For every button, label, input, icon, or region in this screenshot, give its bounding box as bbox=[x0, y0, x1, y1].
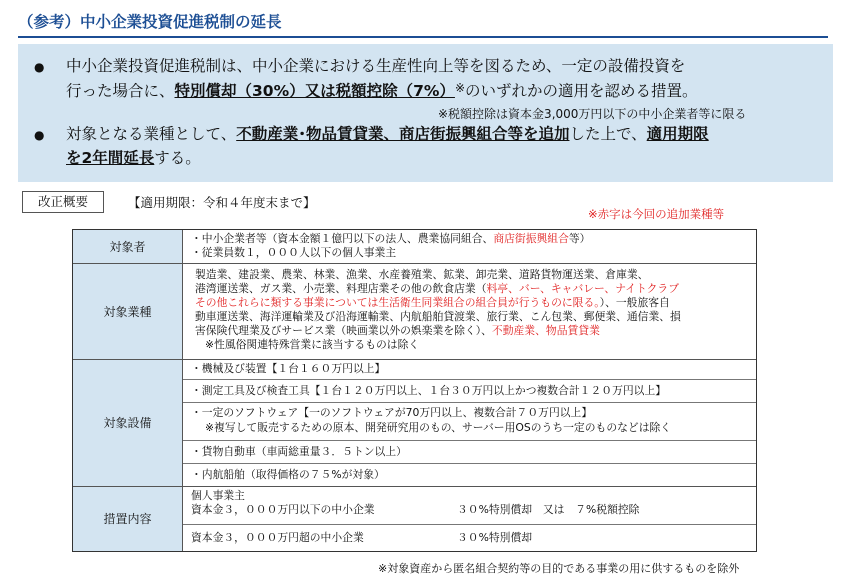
sub-row-divider bbox=[183, 440, 756, 441]
equipment-item-machinery: ・機械及び装置【１台１６０万円以上】 bbox=[191, 362, 386, 375]
industries-line-4: 動車運送業、海洋運輸業及び沿海運輸業、内航船舶貸渡業、旅行業、こん包業、郵便業、通信業、損 bbox=[195, 310, 681, 323]
industries-line-5 bbox=[195, 324, 600, 338]
bullet1-text: 行った場合に、 bbox=[66, 82, 175, 100]
red-text-note: ※赤字は今回の追加業種等 bbox=[588, 207, 725, 221]
summary-bullet1-line2 bbox=[66, 78, 698, 101]
application-period: 【適用期限：令和４年度末まで】 bbox=[128, 195, 316, 210]
row-divider bbox=[73, 486, 756, 487]
sub-row-divider bbox=[183, 402, 756, 403]
industries-line-3 bbox=[195, 296, 670, 310]
row-header-industries: 対象業種 bbox=[73, 263, 183, 359]
equipment-item-ship: ・内航船舶（取得価格の７５%が対象） bbox=[191, 468, 385, 481]
bullet2-emphasis-3: を2年間延長 bbox=[66, 149, 155, 167]
equipment-software-note: ※複写して販売するための原本、開発研究用のもの、サーバー用OSのうち一定のものなどは除く bbox=[205, 421, 672, 434]
bullet2-emphasis: 不動産業･物品賃貸業、商店街振興組合等を追加 bbox=[236, 125, 570, 143]
target-line-2: ・従業員数１，０００人以下の個人事業主 bbox=[191, 246, 397, 259]
footnote: ※対象資産から匿名組合契約等の目的である事業の用に供するものを除外 bbox=[378, 562, 740, 575]
row-divider bbox=[73, 263, 756, 264]
row-header-target: 対象者 bbox=[73, 230, 183, 263]
bullet2-text-end: する。 bbox=[154, 149, 201, 167]
industries-line-1: 製造業、建設業、農業、林業、漁業、水産養殖業、鉱業、卸売業、道路貨物運送業、倉庫業、 bbox=[195, 268, 649, 281]
summary-bullet2-line1 bbox=[66, 124, 709, 144]
industries-line-2 bbox=[195, 282, 679, 296]
target-added-text: 商店街振興組合 bbox=[493, 232, 569, 245]
target-text: ・中小企業者等（資本金額１億円以下の法人、農業協同組合、 bbox=[191, 232, 494, 245]
bullet-dot-2: ● bbox=[34, 128, 45, 142]
measures-large-capital: 資本金３，０００万円超の中小企業 bbox=[191, 531, 364, 544]
industries-text: 港湾運送業、ガス業、小売業、料理店業その他の飲食店業（ bbox=[195, 282, 487, 295]
measures-small-capital: 資本金３，０００万円以下の中小企業 bbox=[191, 503, 375, 516]
industries-added-text-2: その他これらに類する事業については生活衛生同業組合の組合員が行うものに限る。 bbox=[195, 296, 600, 309]
bullet-dot-1: ● bbox=[34, 60, 45, 74]
summary-box bbox=[18, 44, 833, 182]
industries-text-end: ）、一般旅客自 bbox=[599, 296, 670, 309]
overview-table bbox=[72, 229, 757, 552]
tax-credit-note: ※税額控除は資本金3,000万円以下の中小企業者等に限る bbox=[438, 107, 747, 121]
overview-label: 改正概要 bbox=[22, 191, 104, 213]
sub-row-divider bbox=[183, 463, 756, 464]
equipment-item-software: ・一定のソフトウェア【一のソフトウェアが70万円以上、複数合計７０万円以上】 bbox=[191, 406, 593, 419]
bullet2-text: 対象となる業種として、 bbox=[66, 125, 237, 143]
target-text-end: 等） bbox=[568, 232, 591, 245]
sub-row-divider bbox=[183, 524, 756, 525]
row-divider bbox=[73, 359, 756, 360]
industries-added-text-3: 不動産業、物品賃貸業 bbox=[491, 324, 600, 337]
row-header-measures: 措置内容 bbox=[73, 486, 183, 551]
industries-added-text: 料亭、バー、キャバレー、ナイトクラブ bbox=[486, 282, 680, 295]
target-line-1 bbox=[191, 232, 590, 246]
row-header-equipment: 対象設備 bbox=[73, 359, 183, 486]
bullet1-emphasis: 特別償却（30%）又は税額控除（7%） bbox=[174, 82, 455, 100]
measures-line-1: 個人事業主 bbox=[191, 489, 245, 502]
bullet2-emphasis-2: 適用期限 bbox=[646, 125, 709, 143]
bullet2-text-mid: した上で、 bbox=[569, 125, 647, 143]
bullet1-text-end: のいずれかの適用を認める措置。 bbox=[465, 82, 698, 100]
title-underline bbox=[18, 36, 828, 38]
page-title: （参考）中小企業投資促進税制の延長 bbox=[18, 13, 282, 31]
summary-bullet1-line1: 中小企業投資促進税制は、中小企業における生産性向上等を図るため、一定の設備投資を bbox=[66, 57, 686, 75]
bullet1-note-mark: ※ bbox=[454, 81, 465, 95]
equipment-item-truck: ・貨物自動車（車両総重量３．５トン以上） bbox=[191, 445, 407, 458]
measures-large-capital-value: ３０%特別償却 bbox=[457, 531, 533, 544]
equipment-item-tools: ・測定工具及び検査工具【１台１２０万円以上、１台３０万円以上かつ複数合計１２０万円以上】 bbox=[191, 384, 667, 397]
sub-row-divider bbox=[183, 379, 756, 380]
summary-bullet2-line2 bbox=[66, 148, 201, 168]
measures-small-capital-value: ３０%特別償却 又は ７%税額控除 bbox=[457, 503, 640, 516]
industries-text-2: 害保険代理業及びサービス業（映画業以外の娯楽業を除く）、 bbox=[195, 324, 492, 337]
industries-exclusion-note: ※性風俗関連特殊営業に該当するものは除く bbox=[205, 338, 420, 351]
